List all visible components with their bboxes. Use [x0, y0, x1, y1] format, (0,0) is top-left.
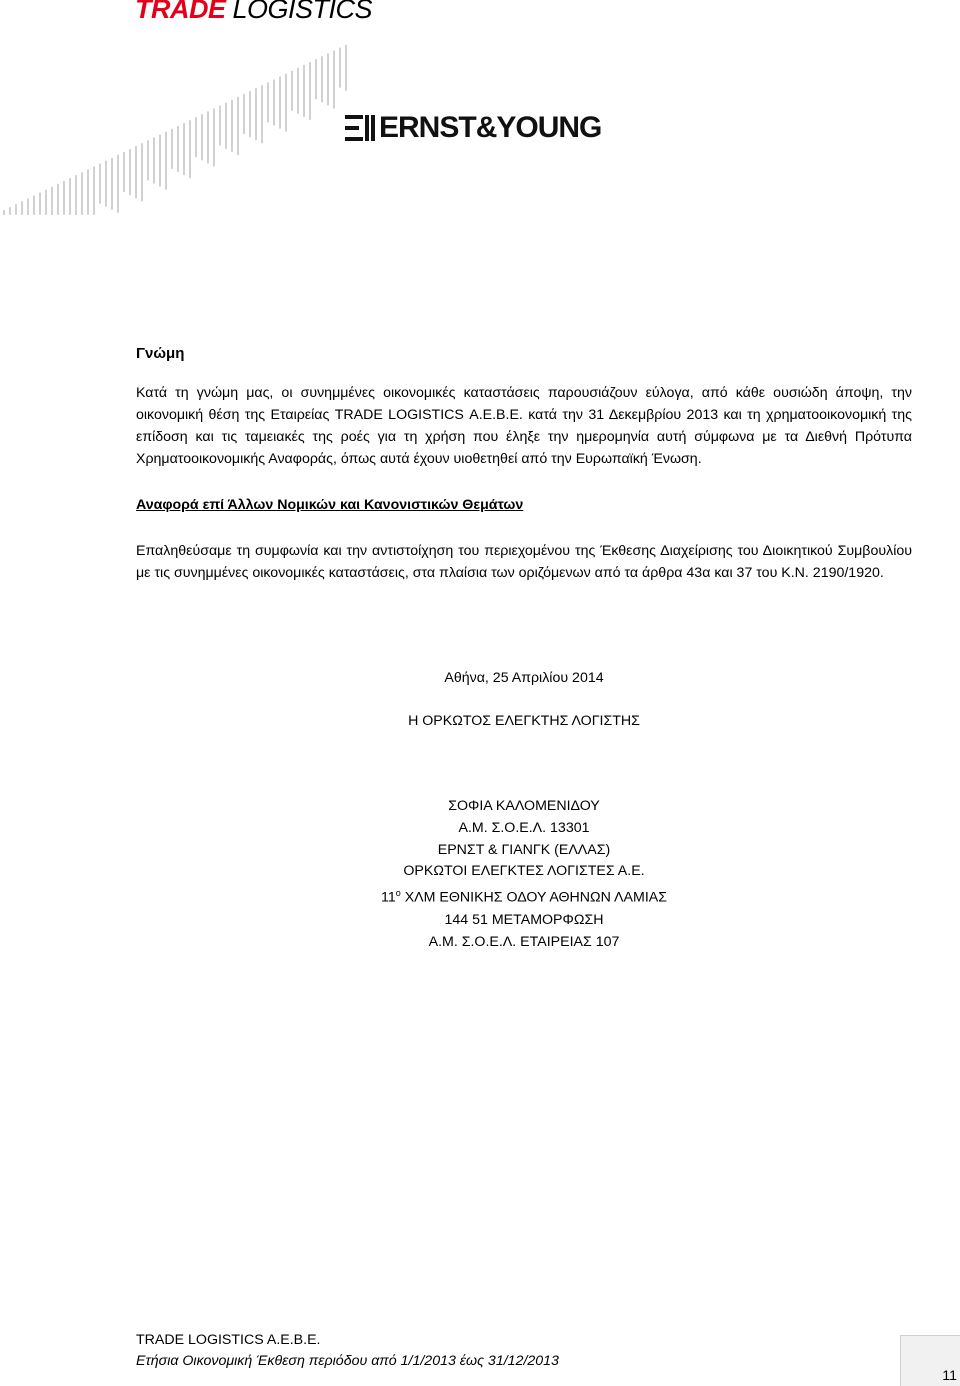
logo-logistics-word: LOGISTICS — [232, 0, 373, 24]
other-matters-title: Αναφορά επί Άλλων Νομικών και Κανονιστικών Θεμάτων — [136, 497, 524, 513]
other-matters-paragraph: Επαληθεύσαμε τη συμφωνία και την αντιστοίχηση του περιεχομένου της Έκθεσης Διαχείρισης του Διοικητικού Συμβουλίου με τις συνημμένες οικονομικές καταστάσεις, στα πλαίσια των οριζόμενων από τα άρθρα 43α και 37 του Κ.Ν. 2190/1920. — [136, 543, 912, 581]
audit-firm: ΕΡΝΣΤ & ΓΙΑΝΓΚ (ΕΛΛΑΣ) — [437, 841, 611, 858]
address-road: ΧΛΜ ΕΘΝΙΚΗΣ ΟΔΟΥ ΑΘΗΝΩΝ ΛΑΜΙΑΣ — [400, 889, 667, 906]
address-km-sup: ο — [395, 888, 401, 899]
audit-firm-desc: ΟΡΚΩΤΟΙ ΕΛΕΓΚΤΕΣ ΛΟΓΙΣΤΕΣ Α.Ε. — [403, 863, 645, 880]
ey-logo-amp: & — [475, 111, 497, 144]
auditor-reg-no: Α.Μ. Σ.Ο.Ε.Λ. 13301 — [458, 819, 590, 836]
place-date: Αθήνα, 25 Απριλίου 2014 — [444, 670, 604, 686]
page-number: 11 — [942, 1368, 957, 1384]
auditor-name: ΣΟΦΙΑ ΚΑΛΟΜΕΝΙΔΟΥ — [448, 798, 600, 814]
opinion-paragraph: Κατά τη γνώμη μας, οι συνημμένες οικονομικές καταστάσεις παρουσιάζουν εύλογα, από κάθε ουσιώδη άποψη, την οικονομική θέση της Εταιρείας TRADE LOGISTICS Α.Ε.Β.Ε. κατά την 31 Δεκεμβρίου 2013 και τη χρηματοοικονομική της επίδοση και τις ταμειακές της ροές για τη χρήση που έληξε την ημερομηνία αυτή σύμφωνα με τα Διεθνή Πρότυπα Χρηματοοικονομικής Αναφοράς, όπως αυτά έχουν υιοθετηθεί από την Ευρωπαϊκή Ένωση. — [136, 385, 912, 467]
signature-block — [136, 796, 912, 953]
firm-address — [136, 883, 912, 910]
footer-company: TRADE LOGISTICS A.E.B.E. — [136, 1332, 321, 1348]
firm-reg-no: Α.Μ. Σ.Ο.Ε.Λ. ΕΤΑΙΡΕΙΑΣ 107 — [428, 933, 620, 950]
ey-logo-word-young: YOUNG — [496, 111, 602, 144]
page-number-box — [900, 1335, 960, 1386]
page-footer — [136, 1330, 559, 1372]
barcode-decoration — [0, 40, 360, 220]
footer-report-title: Ετήσια Οικονομική Έκθεση περιόδου από 1/1/2013 έως 31/12/2013 — [136, 1353, 559, 1369]
ey-mark-icon — [345, 113, 375, 143]
ey-logo-text — [379, 110, 601, 146]
ey-logo-word-ernst: ERNST — [379, 111, 476, 144]
opinion-title: Γνώμη — [136, 345, 185, 362]
ernst-young-logo — [345, 110, 601, 146]
firm-postal: 144 51 ΜΕΤΑΜΟΡΦΩΣΗ — [444, 911, 604, 928]
auditor-role: Η ΟΡΚΩΤΟΣ ΕΛΕΓΚΤΗΣ ΛΟΓΙΣΤΗΣ — [408, 713, 640, 729]
address-km-number: 11 — [381, 889, 396, 906]
logo-trade-word: TRADE — [135, 0, 226, 24]
trade-logistics-logo — [135, 0, 372, 25]
